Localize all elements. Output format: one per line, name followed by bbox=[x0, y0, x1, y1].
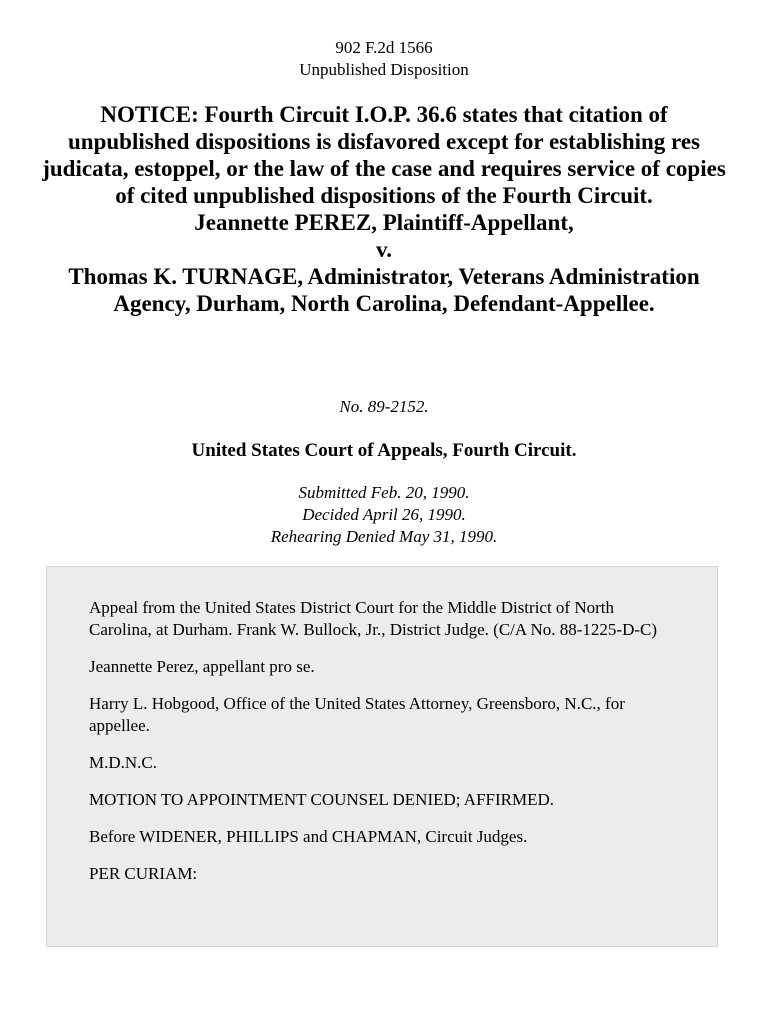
reporter-citation: 902 F.2d 1566 bbox=[335, 38, 433, 57]
docket-number: No. 89-2152. bbox=[339, 397, 429, 416]
per-curiam-paragraph: PER CURIAM: bbox=[89, 864, 198, 883]
notice-text: NOTICE: Fourth Circuit I.O.P. 36.6 states that citation of unpublished dispositions is disfavored except for establishing res judicata, estoppel, or the law of the case and requires service of copies of cited unpublished dispositions of the Fourth Circuit. bbox=[42, 102, 726, 208]
rehearing-date: Rehearing Denied May 31, 1990. bbox=[270, 527, 498, 546]
decided-date: Decided April 26, 1990. bbox=[302, 505, 466, 524]
submitted-date: Submitted Feb. 20, 1990. bbox=[298, 483, 470, 502]
court-name: United States Court of Appeals, Fourth Circuit. bbox=[191, 440, 577, 461]
appeal-paragraph: Appeal from the United States District Court for the Middle District of North Carolina, at Durham. Frank W. Bullock, Jr., District Judge. (C/A No. 88-1225-D-C) bbox=[89, 598, 658, 639]
motion-paragraph: MOTION TO APPOINTMENT COUNSEL DENIED; AFFIRMED. bbox=[89, 790, 555, 809]
district-paragraph: M.D.N.C. bbox=[89, 753, 158, 772]
citation-header bbox=[0, 37, 768, 81]
case-title bbox=[40, 101, 728, 317]
judges-paragraph: Before WIDENER, PHILLIPS and CHAPMAN, Circuit Judges. bbox=[89, 827, 528, 846]
defendant-line-2: Agency, Durham, North Carolina, Defendant-Appellee. bbox=[113, 291, 655, 316]
versus-line: v. bbox=[376, 237, 392, 262]
defendant-line-1: Thomas K. TURNAGE, Administrator, Veterans Administration bbox=[68, 264, 700, 289]
case-details-content bbox=[89, 597, 679, 900]
case-details-box bbox=[46, 566, 718, 947]
case-dates bbox=[0, 482, 768, 548]
plaintiff-line: Jeannette PEREZ, Plaintiff-Appellant, bbox=[194, 210, 574, 235]
appellant-paragraph: Jeannette Perez, appellant pro se. bbox=[89, 657, 315, 676]
disposition-label: Unpublished Disposition bbox=[299, 60, 469, 79]
appellee-paragraph: Harry L. Hobgood, Office of the United States Attorney, Greensboro, N.C., for appellee. bbox=[89, 694, 625, 735]
